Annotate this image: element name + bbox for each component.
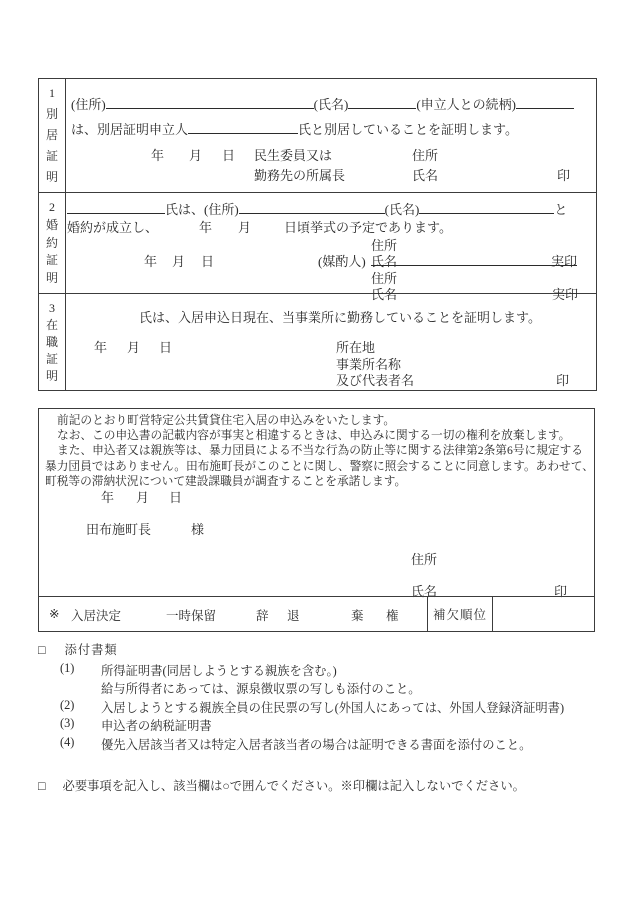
applicant-address-line — [39, 549, 594, 566]
engagement-line-2 — [66, 217, 596, 234]
witness-label-2: 勤務先の所属長 — [254, 168, 346, 183]
matchmaker1-signature — [371, 251, 577, 269]
application-line-1: 前記のとおり町営特定公共賃貸住宅入居の申込みをいたします。 — [57, 414, 396, 427]
application-line-5: 町税等の滞納状況について建設課職員が調査することを承諾します。 — [45, 474, 407, 488]
partner-name-label: (氏名) — [384, 202, 420, 217]
employment-date-line — [66, 337, 596, 354]
relation-blank — [516, 95, 574, 109]
waitlist-rank-label-cell — [428, 597, 493, 631]
application-line-4: 暴力団員ではありません。田布施町長がこのことに関し、警察に照会することに同意します。あわせて、 — [45, 459, 594, 473]
year-label: 年 — [94, 340, 108, 355]
name-label: 氏名 — [371, 254, 398, 269]
witness-name-label: 氏名 — [412, 168, 439, 183]
month-label: 月 — [238, 220, 252, 235]
application-line-2: なお、この申込書の記載内容が事実と相違するときは、申込みに関する一切の権利を放棄します。 — [57, 429, 571, 443]
item-sub-text: 給与所得者にあっては、源泉徴収票の写しも添付のこと。 — [101, 682, 421, 696]
honorific-label: 様 — [191, 522, 205, 537]
matchmaker1-address-line — [66, 235, 596, 252]
month-label: 月 — [136, 490, 150, 505]
engagement-line-1 — [67, 199, 567, 216]
matchmaker1-name-line — [66, 251, 596, 268]
label-char: 証 — [45, 149, 58, 163]
separation-certificate-label — [39, 79, 66, 192]
section-number: 3 — [49, 301, 55, 315]
relation-label: (申立人との続柄) — [416, 97, 517, 112]
attachment-item-1-sub — [0, 679, 630, 695]
label-char: 明 — [45, 170, 58, 184]
name-label: 氏名 — [371, 287, 398, 302]
attachment-item-1 — [0, 661, 630, 677]
address-label: 住所 — [411, 552, 438, 567]
option-decline-char-2: 退 — [287, 609, 300, 623]
representative-label: 及び代表者名 — [336, 373, 415, 388]
witness-label-1: 民生委員又は — [254, 148, 333, 163]
year-label: 年 — [151, 148, 165, 163]
option-waive-char-2: 権 — [386, 609, 399, 623]
label-char: 居 — [45, 128, 58, 142]
fiance-name-blank — [67, 200, 165, 214]
engagement-certificate-section — [39, 193, 596, 302]
asterisk-marker: ※ — [49, 607, 60, 621]
separation-line-1 — [71, 94, 574, 111]
decision-options-cell — [39, 597, 428, 631]
attachments-title: 添付書類 — [64, 643, 118, 657]
section-number: 1 — [49, 86, 55, 100]
statement-suffix: 氏と別居していることを証明します。 — [298, 122, 518, 137]
label-char: 職 — [45, 335, 58, 349]
mayor-name: 田布施町長 — [86, 522, 152, 537]
year-label: 年 — [199, 220, 213, 235]
seal-label: 印 — [554, 584, 568, 599]
seal-label: 実印 — [550, 254, 577, 269]
day-label: 日 — [222, 148, 236, 163]
ceremony-statement: 日頃挙式の予定であります。 — [284, 220, 452, 235]
checkbox-icon: □ — [38, 643, 46, 657]
month-label: 月 — [172, 254, 186, 269]
seal-label: 実印 — [552, 287, 579, 302]
note-text: 必要事項を記入し、該当欄は○で囲んでください。※印欄は記入しないでください。 — [62, 779, 525, 793]
seal-label: 印 — [556, 373, 570, 388]
location-label: 所在地 — [336, 340, 376, 355]
application-paragraphs — [45, 413, 594, 489]
matchmaker2-address-line — [66, 268, 596, 285]
option-move-in-decided: 入居決定 — [71, 609, 122, 623]
fill-in-note — [38, 776, 525, 792]
employment-rep-line — [66, 370, 596, 387]
item-text: 優先入居該当者又は特定入居者該当者の場合は証明できる書面を添付のこと。 — [101, 738, 532, 752]
year-label: 年 — [101, 490, 115, 505]
option-decline-char-1: 辞 — [256, 609, 269, 623]
name-label: (氏名) — [313, 97, 349, 112]
engagement-certificate-body — [66, 193, 596, 302]
label-char: 明 — [45, 369, 58, 383]
statement-prefix: は、別居証明申立人 — [71, 122, 189, 137]
item-number: (1) — [60, 661, 75, 675]
name-blank — [348, 95, 416, 109]
address-label: 住所 — [371, 271, 398, 286]
attachments-header — [38, 640, 118, 656]
item-text: 入居しようとする親族全員の住民票の写し(外国人にあっては、外国人登録済証明書) — [101, 701, 565, 715]
statement-mid: 氏は、(住所) — [165, 202, 239, 217]
matchmaker-label: (媒酌人) — [318, 254, 366, 269]
separation-certificate-body — [66, 79, 596, 192]
application-statement-box — [38, 408, 595, 632]
separation-certificate-section — [39, 79, 596, 193]
name-label: 氏名 — [411, 584, 438, 599]
checkbox-icon: □ — [38, 779, 46, 793]
separation-line-2 — [71, 119, 518, 136]
day-label: 日 — [201, 254, 215, 269]
waitlist-rank-value-cell — [493, 597, 594, 631]
item-text: 所得証明書(同居しようとする親族を含む。) — [101, 664, 337, 678]
application-date-line — [39, 487, 594, 504]
address-label: 住所 — [371, 238, 398, 253]
partner-address-blank — [239, 200, 385, 214]
label-char: 証 — [45, 352, 58, 366]
month-label: 月 — [189, 148, 203, 163]
day-label: 日 — [169, 490, 183, 505]
employment-certificate-label — [39, 294, 66, 390]
employment-certificate-body — [66, 294, 596, 390]
attachment-item-2 — [0, 698, 630, 714]
month-label: 月 — [127, 340, 141, 355]
option-waive-char-1: 棄 — [351, 609, 364, 623]
item-number: (4) — [60, 735, 75, 749]
statement-end: と — [554, 202, 568, 217]
label-char: 明 — [45, 271, 58, 285]
separation-date-line — [66, 145, 596, 162]
office-label: 事業所名称 — [336, 357, 402, 372]
label-char: 別 — [45, 107, 58, 121]
certificates-table — [38, 78, 597, 391]
employment-office-line — [66, 354, 596, 371]
separation-signature-line — [66, 165, 596, 182]
employment-statement: 氏は、入居申込日現在、当事業所に勤務していることを証明します。 — [139, 310, 541, 325]
address-label: (住所) — [71, 97, 106, 112]
label-char: 婚 — [45, 217, 58, 232]
applicant-name-blank — [188, 120, 298, 134]
address-blank — [106, 95, 314, 109]
item-number: (2) — [60, 698, 75, 712]
addressee-line — [39, 519, 594, 536]
witness-address-label: 住所 — [412, 148, 439, 163]
option-temporary-hold: 一時保留 — [166, 609, 217, 623]
waitlist-rank-label: 補欠順位 — [432, 608, 487, 622]
statement-prefix: 婚約が成立し、 — [67, 220, 159, 235]
item-text: 申込者の納税証明書 — [101, 719, 212, 733]
day-label: 日 — [159, 340, 173, 355]
seal-label: 印 — [557, 168, 571, 183]
application-line-3: また、申込者又は親族等は、暴力団員による不当な行為の防止等に関する法律第2条第6号に規定する — [57, 444, 583, 458]
label-char: 約 — [45, 235, 58, 250]
decision-row — [39, 596, 594, 631]
item-number: (3) — [60, 716, 75, 730]
attachment-item-4 — [0, 735, 630, 751]
employment-certificate-section — [39, 294, 596, 390]
label-char: 証 — [45, 253, 58, 268]
year-label: 年 — [144, 254, 158, 269]
engagement-certificate-label — [39, 193, 66, 293]
label-char: 在 — [45, 318, 58, 332]
section-number: 2 — [49, 200, 55, 214]
attachment-item-3 — [0, 716, 630, 732]
partner-name-blank — [419, 200, 554, 214]
